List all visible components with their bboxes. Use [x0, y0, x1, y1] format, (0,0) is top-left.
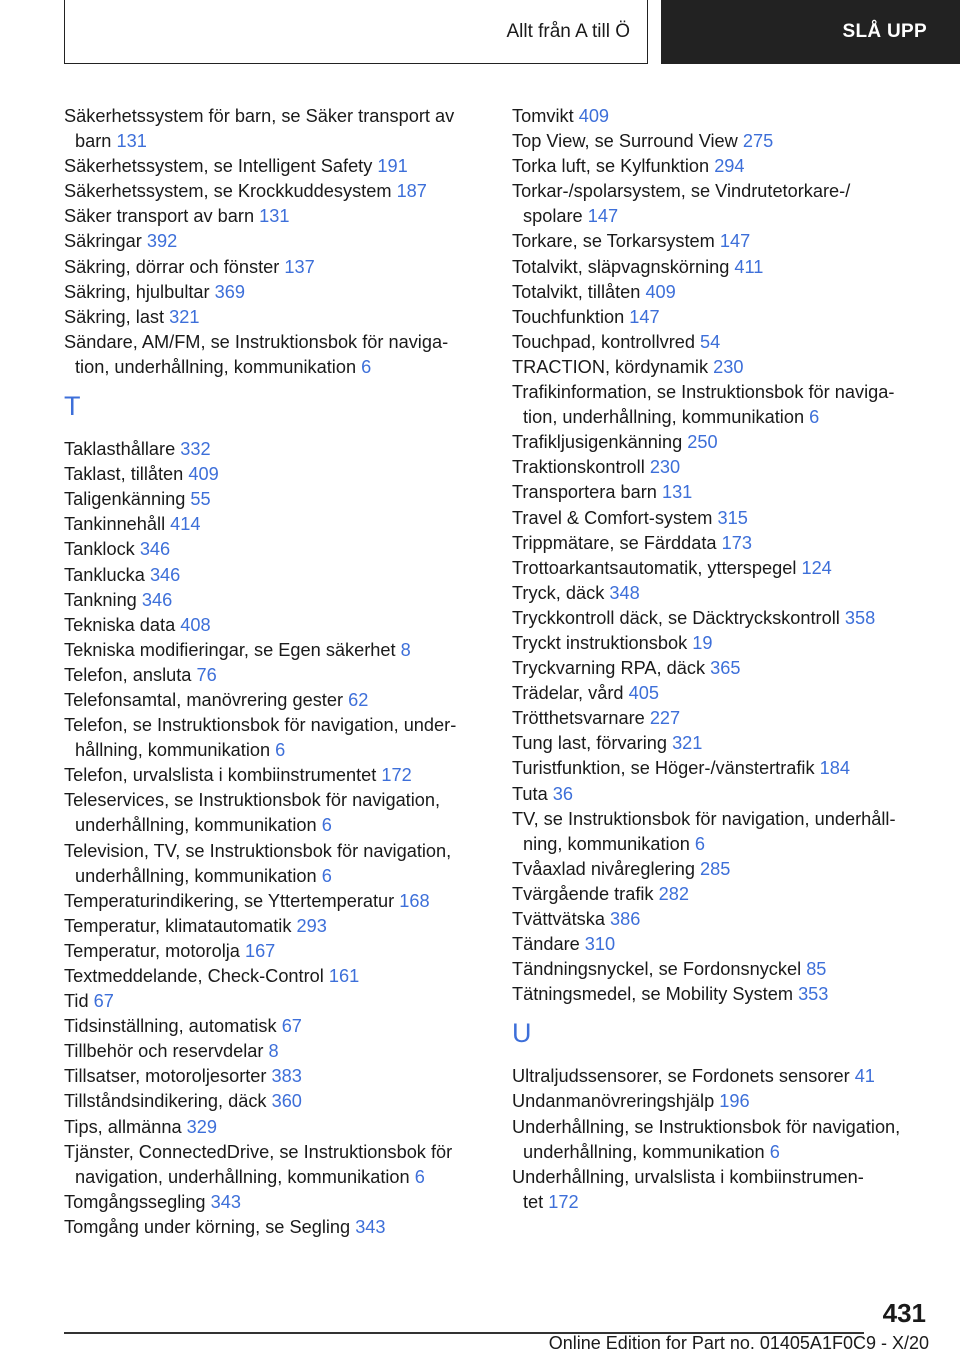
- index-entry: [64, 588, 484, 613]
- index-entry: [512, 581, 932, 606]
- index-entry-text: Travel & Comfort-system: [512, 507, 718, 528]
- index-entry: [512, 305, 932, 330]
- index-column-left: [64, 104, 484, 1240]
- page-link[interactable]: 8: [268, 1041, 279, 1062]
- index-entry-text: Säkring, hjulbultar: [64, 281, 215, 302]
- index-entry-text: Totalvikt, släpvagnskörning: [512, 256, 735, 277]
- index-entry-text: Trafikinformation, se Instruktionsbok för naviga-: [512, 382, 895, 403]
- page-link[interactable]: 409: [188, 464, 219, 485]
- index-entry-text: Top View, se Surround View: [512, 131, 743, 152]
- page-link[interactable]: 310: [584, 934, 616, 955]
- index-entry-text: Tryckt instruktionsbok: [512, 632, 693, 653]
- page-link[interactable]: 187: [396, 181, 427, 202]
- index-entry: [64, 914, 484, 939]
- page-link[interactable]: 196: [719, 1091, 750, 1112]
- page-link[interactable]: 168: [399, 890, 430, 911]
- index-entry-text: Tändare: [512, 934, 585, 955]
- page-link[interactable]: 6: [361, 356, 372, 377]
- index-entry: [512, 506, 932, 531]
- index-entry-text: Telefon, urvalslista i kombiinstrumentet: [64, 765, 382, 786]
- index-entry-text: Tvåaxlad nivåreglering: [512, 858, 701, 879]
- page-link[interactable]: 294: [714, 156, 745, 177]
- index-entry-text: barn: [75, 131, 117, 152]
- index-entry-text: Taklasthållare: [64, 439, 181, 460]
- page-link[interactable]: 137: [284, 256, 315, 277]
- index-entry-text: tion, underhållning, kommunikation: [523, 407, 810, 428]
- page-link[interactable]: 67: [281, 1016, 302, 1037]
- index-entry-text: Tillståndsindikering, däck: [64, 1091, 272, 1112]
- page-link[interactable]: 386: [610, 909, 641, 929]
- index-entry-text: Totalvikt, tillåten: [512, 281, 646, 302]
- page-link[interactable]: 85: [806, 959, 827, 980]
- page-link[interactable]: 55: [190, 489, 211, 510]
- page-link[interactable]: 6: [809, 407, 820, 428]
- page-link[interactable]: 62: [348, 689, 369, 710]
- index-entry: [64, 939, 484, 964]
- index-entry-text: Ultraljudssensorer, se Fordonets sensorer: [512, 1066, 855, 1087]
- index-entry: [512, 531, 932, 556]
- index-entry: [64, 1215, 484, 1240]
- index-entry-text: Traktionskontroll: [512, 457, 650, 478]
- index-entry-text: Telefonsamtal, manövrering gester: [64, 689, 349, 710]
- index-entry-text: Tryck, däck: [512, 582, 610, 603]
- page-link[interactable]: 172: [381, 765, 412, 786]
- index-entry-text: Tätningsmedel, se Mobility System: [512, 984, 799, 1005]
- index-entry-text: Tankinnehåll: [64, 514, 171, 535]
- index-entry-text: Säkerhetssystem för barn, se Säker transport av: [64, 106, 455, 126]
- page-link[interactable]: 147: [629, 306, 660, 327]
- index-entry: [64, 1115, 484, 1140]
- index-entry: [512, 129, 932, 154]
- index-entry-text: underhållning, kommunikation: [523, 1141, 770, 1162]
- page-link[interactable]: 184: [819, 758, 850, 779]
- index-entry: [512, 455, 932, 480]
- index-entry: [64, 255, 484, 280]
- page-link[interactable]: 54: [700, 331, 721, 352]
- index-entry-text: Underhållning, urvalslista i kombiinstrumen-: [512, 1166, 864, 1187]
- index-entry: [64, 512, 484, 537]
- page-link[interactable]: 358: [844, 607, 876, 628]
- index-entry-text: Tillbehör och reservdelar: [64, 1041, 269, 1062]
- index-entry-text: Television, TV, se Instruktionsbok för navigation,: [64, 840, 452, 861]
- page-link[interactable]: 343: [210, 1191, 241, 1212]
- page-link[interactable]: 76: [196, 664, 217, 685]
- page-link[interactable]: 172: [548, 1191, 579, 1212]
- page-link[interactable]: 282: [658, 883, 689, 904]
- index-entry-text: Tomvikt: [512, 106, 579, 126]
- index-entry: [512, 882, 932, 907]
- index-entry-text: Tryckvarning RPA, däck: [512, 658, 711, 679]
- index-entry: [512, 1064, 932, 1089]
- index-entry: [64, 305, 484, 330]
- page-link[interactable]: 230: [713, 356, 744, 377]
- index-entry: [512, 1165, 932, 1215]
- index-entry: [512, 480, 932, 505]
- index-entry-text: Temperaturindikering, se Yttertemperatur: [64, 890, 400, 911]
- page-link[interactable]: 293: [296, 915, 327, 936]
- index-entry-text: hållning, kommunikation: [75, 740, 276, 761]
- index-entry: [512, 782, 932, 807]
- page-link[interactable]: 285: [700, 858, 731, 879]
- index-entry-text: Touchpad, kontrollvred: [512, 331, 701, 352]
- page-link[interactable]: 414: [170, 514, 201, 535]
- page-link[interactable]: 250: [687, 432, 718, 453]
- index-entry: [64, 788, 484, 838]
- index-entry-text: Transportera barn: [512, 482, 662, 503]
- index-entry: [512, 907, 932, 932]
- footer-edition-text: Online Edition for Part no. 01405A1F0C9 - X/20: [548, 1333, 929, 1353]
- index-entry: [64, 104, 484, 154]
- page-link[interactable]: 6: [694, 833, 705, 854]
- index-entry: [64, 154, 484, 179]
- index-entry: [512, 756, 932, 781]
- index-entry: [64, 487, 484, 512]
- index-entry-text: Tvärgående trafik: [512, 883, 659, 904]
- index-entry: [64, 229, 484, 254]
- index-entry: [64, 179, 484, 204]
- index-entry: [64, 688, 484, 713]
- index-entry-text: Tomgång under körning, se Segling: [64, 1216, 356, 1237]
- index-entry: [512, 355, 932, 380]
- index-entry-text: Torkar-/spolarsystem, se Vindrutetorkare-/: [512, 181, 851, 202]
- index-entry: [64, 1014, 484, 1039]
- page-link[interactable]: 173: [721, 532, 752, 553]
- index-entry-text: Undanmanövreringshjälp: [512, 1091, 720, 1112]
- page-link[interactable]: 147: [587, 206, 619, 227]
- page-link[interactable]: 411: [734, 256, 764, 277]
- index-entry: [512, 255, 932, 280]
- page-link[interactable]: 346: [141, 589, 173, 610]
- index-entry: [64, 713, 484, 763]
- index-entry-text: TRACTION, kördynamik: [512, 356, 714, 377]
- page-link[interactable]: 67: [93, 991, 114, 1012]
- page-link[interactable]: 343: [355, 1216, 386, 1237]
- page-link[interactable]: 6: [275, 740, 286, 761]
- page-link[interactable]: 8: [400, 639, 411, 660]
- index-entry-text: Tuta: [512, 783, 553, 804]
- index-entry-text: Textmeddelande, Check-Control: [64, 966, 329, 986]
- index-entry-text: Tidsinställning, automatisk: [64, 1016, 282, 1037]
- index-entry-text: TV, se Instruktionsbok för navigation, underhåll-: [512, 808, 896, 829]
- index-entry-text: Tips, allmänna: [64, 1116, 187, 1137]
- page-link[interactable]: 147: [719, 231, 751, 252]
- page-link[interactable]: 191: [377, 156, 408, 177]
- page-link[interactable]: 369: [214, 281, 245, 302]
- page-link[interactable]: 6: [321, 815, 332, 836]
- index-entry-text: Taklast, tillåten: [64, 464, 189, 485]
- index-entry: [64, 462, 484, 487]
- index-entry: [512, 380, 932, 430]
- index-entry: [64, 763, 484, 788]
- index-entry-text: Turistfunktion, se Höger-/vänstertrafik: [512, 758, 820, 779]
- index-entry-text: Säkringar: [64, 231, 147, 252]
- index-entry-text: Touchfunktion: [512, 306, 630, 327]
- index-section-letter: U: [512, 1018, 532, 1049]
- page-link[interactable]: 348: [609, 582, 640, 603]
- index-entry: [512, 229, 932, 254]
- index-entry-text: Tid: [64, 991, 94, 1012]
- index-entry: [512, 656, 932, 681]
- page-link[interactable]: 167: [244, 940, 276, 961]
- page-link[interactable]: 346: [149, 564, 181, 585]
- index-entry-text: Torka luft, se Kylfunktion: [512, 156, 715, 177]
- index-entry-text: underhållning, kommunikation: [75, 815, 322, 836]
- index-entry: [512, 154, 932, 179]
- index-entry: [64, 889, 484, 914]
- index-entry-text: Tekniska data: [64, 614, 181, 635]
- index-entry-text: Tändningsnyckel, se Fordonsnyckel: [512, 959, 807, 980]
- page-link[interactable]: 405: [628, 683, 659, 704]
- index-entry: [64, 839, 484, 889]
- index-entry-text: Torkare, se Torkarsystem: [512, 231, 720, 252]
- page-link[interactable]: 230: [649, 457, 681, 478]
- index-entry-text: Temperatur, klimatautomatik: [64, 915, 297, 936]
- index-entry: [512, 982, 932, 1007]
- index-entry: [64, 204, 484, 229]
- page-link[interactable]: 275: [742, 131, 774, 152]
- index-entry-text: Tomgångssegling: [64, 1191, 211, 1212]
- index-entry: [64, 964, 484, 989]
- index-entry-text: ning, kommunikation: [523, 833, 695, 854]
- jump-button[interactable]: SLÅ UPP: [661, 0, 960, 64]
- index-entry: [512, 957, 932, 982]
- index-entry: [512, 1089, 932, 1114]
- index-entry-text: Telefon, ansluta: [64, 664, 197, 685]
- index-entry-text: Temperatur, motorolja: [64, 940, 245, 961]
- page-link[interactable]: 353: [798, 984, 829, 1005]
- index-entry: [64, 1190, 484, 1215]
- index-entry-text: Tvättvätska: [512, 909, 611, 929]
- index-entry: [64, 663, 484, 688]
- index-entry-text: Tanklucka: [64, 564, 150, 585]
- page-link[interactable]: 131: [259, 206, 290, 227]
- index-entry-text: Tanklock: [64, 539, 140, 560]
- index-entry: [512, 330, 932, 355]
- index-entry-text: Säkerhetssystem, se Krockkuddesystem: [64, 181, 397, 202]
- page-link[interactable]: 131: [661, 482, 693, 503]
- index-entry-text: Tillsatser, motoroljesorter: [64, 1066, 272, 1087]
- index-entry: [64, 1089, 484, 1114]
- index-entry: [512, 731, 932, 756]
- index-entry-text: Tekniska modifieringar, se Egen säkerhet: [64, 639, 401, 660]
- index-entry: [64, 989, 484, 1014]
- index-entry-text: Underhållning, se Instruktionsbok för navigation,: [512, 1116, 901, 1137]
- index-section-letter: T: [64, 391, 81, 422]
- page-link[interactable]: 321: [672, 733, 703, 754]
- page-link[interactable]: 6: [769, 1141, 780, 1162]
- page-link[interactable]: 360: [271, 1091, 302, 1112]
- index-entry-text: Tryckkontroll däck, se Däcktryckskontroll: [512, 607, 845, 628]
- index-entry-text: Tjänster, ConnectedDrive, se Instruktionsbok för: [64, 1141, 453, 1162]
- index-entry-text: Telefon, se Instruktionsbok för navigation, under-: [64, 715, 457, 736]
- index-entry-text: Taligenkänning: [64, 489, 191, 510]
- index-entry-text: Tung last, förvaring: [512, 733, 673, 754]
- index-entry: [512, 631, 932, 656]
- index-entry: [64, 638, 484, 663]
- index-entry: [512, 932, 932, 957]
- index-entry: [512, 556, 932, 581]
- index-entry: [64, 330, 484, 380]
- index-entry: [512, 430, 932, 455]
- page-link[interactable]: 392: [146, 231, 178, 252]
- index-entry-text: underhållning, kommunikation: [75, 865, 322, 886]
- index-entry: [512, 606, 932, 631]
- page-link[interactable]: 6: [414, 1166, 425, 1187]
- page-link[interactable]: 321: [169, 306, 200, 327]
- page-link[interactable]: 408: [180, 614, 211, 635]
- index-entry-text: Trädelar, vård: [512, 683, 629, 704]
- page-link[interactable]: 36: [552, 783, 574, 804]
- index-entry: [512, 1115, 932, 1165]
- index-entry: [64, 437, 484, 462]
- index-entry-text: spolare: [523, 206, 588, 227]
- index-entry-text: Säkring, last: [64, 306, 170, 327]
- page-link[interactable]: 365: [710, 658, 741, 679]
- index-entry: [64, 1064, 484, 1089]
- index-entry: [512, 104, 932, 129]
- index-entry: [512, 681, 932, 706]
- page-link[interactable]: 161: [328, 966, 360, 986]
- page-link[interactable]: 329: [186, 1116, 218, 1137]
- section-title: Allt från A till Ö: [506, 21, 630, 42]
- page-link[interactable]: 41: [854, 1066, 875, 1087]
- index-entry: [64, 1140, 484, 1190]
- page-link[interactable]: 315: [717, 507, 748, 528]
- index-entry: [512, 280, 932, 305]
- index-entry: [512, 706, 932, 731]
- index-entry: [512, 179, 932, 229]
- index-column-right: [512, 104, 932, 1215]
- index-entry-text: Teleservices, se Instruktionsbok för navigation,: [64, 790, 441, 811]
- index-entry-text: Säkring, dörrar och fönster: [64, 256, 285, 277]
- page-link[interactable]: 332: [180, 439, 211, 460]
- index-entry-text: tet: [523, 1191, 549, 1212]
- page-number: 431: [882, 1298, 926, 1328]
- index-entry-text: Trottoarkantsautomatik, ytterspegel: [512, 557, 802, 578]
- index-entry-text: Sändare, AM/FM, se Instruktionsbok för naviga-: [64, 331, 449, 352]
- index-entry: [512, 857, 932, 882]
- index-entry-text: Säker transport av barn: [64, 206, 260, 227]
- index-entry: [64, 613, 484, 638]
- index-entry: [64, 563, 484, 588]
- index-entry-text: Trippmätare, se Färddata: [512, 532, 722, 553]
- page-link[interactable]: 227: [649, 708, 681, 729]
- index-entry-text: Trafikljusigenkänning: [512, 432, 688, 453]
- page-link[interactable]: 409: [578, 106, 610, 126]
- page-link[interactable]: 124: [801, 557, 832, 578]
- index-entry: [64, 537, 484, 562]
- index-entry-text: tion, underhållning, kommunikation: [75, 356, 362, 377]
- index-entry-text: Tankning: [64, 589, 142, 610]
- page-link[interactable]: 383: [271, 1066, 302, 1087]
- page-link[interactable]: 19: [692, 632, 713, 653]
- page-link[interactable]: 6: [321, 865, 332, 886]
- page-link[interactable]: 131: [116, 131, 147, 152]
- index-entry-text: Trötthetsvarnare: [512, 708, 650, 729]
- index-entry: [64, 1039, 484, 1064]
- page-link[interactable]: 346: [139, 539, 171, 560]
- index-entry: [64, 280, 484, 305]
- index-entry: [512, 807, 932, 857]
- index-entry-text: Säkerhetssystem, se Intelligent Safety: [64, 156, 378, 177]
- page-link[interactable]: 409: [645, 281, 676, 302]
- index-entry-text: navigation, underhållning, kommunikation: [75, 1166, 415, 1187]
